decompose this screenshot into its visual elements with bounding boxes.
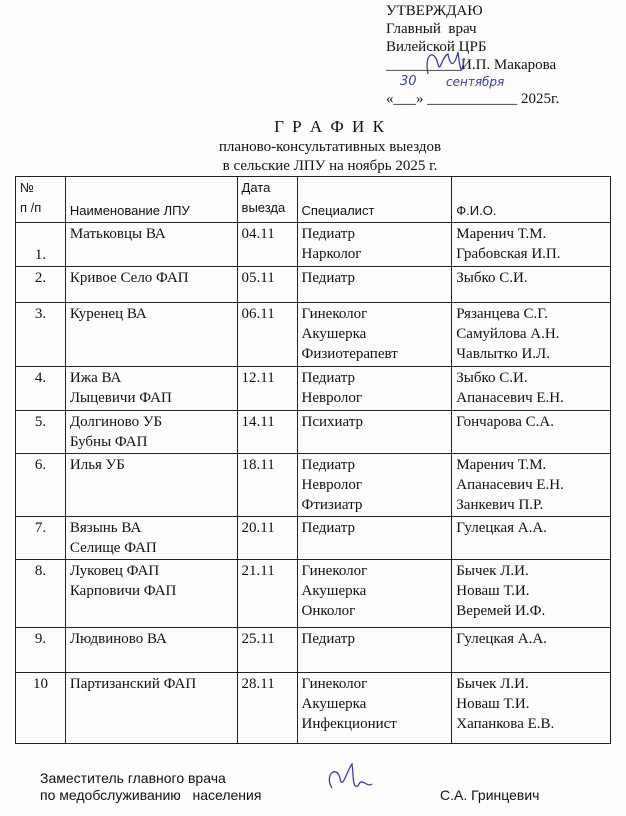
table-row	[16, 454, 611, 517]
cell-name: Партизанский ФАП	[65, 673, 237, 744]
handwritten-month: сентября	[446, 75, 505, 89]
cell-spec: Педиатр Нарколог	[297, 223, 452, 267]
column-header: Специалист	[297, 177, 452, 223]
cell-date: 06.11	[237, 303, 297, 367]
cell-date: 18.11	[237, 454, 297, 517]
cell-num: 7.	[16, 517, 66, 560]
cell-fio: Бычек Л.И. Новаш Т.И. Веремей И.Ф.	[452, 560, 611, 628]
cell-fio: Бычек Л.И. Новаш Т.И. Хапанкова Е.В.	[452, 673, 611, 744]
cell-spec: Педиатр	[297, 267, 452, 303]
cell-spec: Гинеколог Акушерка Инфекционист	[297, 673, 452, 744]
handwritten-day: 30	[400, 74, 417, 89]
cell-date: 12.11	[237, 367, 297, 411]
cell-num: 5.	[16, 411, 66, 454]
column-header: Ф.И.О.	[452, 177, 611, 223]
cell-date: 05.11	[237, 267, 297, 303]
table-row	[16, 367, 611, 411]
cell-date: 28.11	[237, 673, 297, 744]
cell-num: 6.	[16, 454, 66, 517]
cell-spec: Гинеколог Акушерка Физиотерапевт	[297, 303, 452, 367]
cell-name: Ижа ВА Лыцевичи ФАП	[65, 367, 237, 411]
cell-num: 10	[16, 673, 66, 744]
document-title: Г Р А Ф И К	[274, 117, 386, 136]
cell-fio: Зыбко С.И. Апанасевич Е.Н.	[452, 367, 611, 411]
cell-name: Куренец ВА	[65, 303, 237, 367]
cell-name: Кривое Село ФАП	[65, 267, 237, 303]
cell-name: Матьковцы ВА	[65, 223, 237, 267]
cell-num: 8.	[16, 560, 66, 628]
table-row	[16, 673, 611, 744]
cell-spec: Педиатр	[297, 628, 452, 673]
table-row	[16, 303, 611, 367]
table-row	[16, 267, 611, 303]
approval-line2: Вилейской ЦРБ	[386, 39, 487, 55]
deputy-signature	[322, 758, 382, 798]
column-header: Наименование ЛПУ	[65, 177, 237, 223]
cell-spec: Педиатр	[297, 517, 452, 560]
cell-spec: Педиатр Невролог	[297, 367, 452, 411]
document-subtitle-1: планово-консультативных выездов	[218, 139, 442, 155]
approval-date: «___» ____________ 2025г.	[386, 91, 560, 107]
cell-fio: Маренич Т.М. Грабовская И.П.	[452, 223, 611, 267]
cell-date: 25.11	[237, 628, 297, 673]
footer-position-line1: Заместитель главного врача	[40, 770, 226, 786]
approval-heading: УТВЕРЖДАЮ	[386, 3, 483, 19]
schedule-table	[15, 176, 611, 744]
cell-num: 4.	[16, 367, 66, 411]
cell-spec: Гинеколог Акушерка Онколог	[297, 560, 452, 628]
cell-fio: Гончарова С.А.	[452, 411, 611, 454]
cell-spec: Психиатр	[297, 411, 452, 454]
column-header: № п /п	[16, 177, 66, 223]
cell-date: 20.11	[237, 517, 297, 560]
cell-date: 21.11	[237, 560, 297, 628]
cell-fio: Маренич Т.М. Апанасевич Е.Н. Занкевич П.Р.	[452, 454, 611, 517]
footer-position-line2: по медобслуживанию населения	[40, 787, 262, 803]
director-signature	[420, 44, 480, 80]
cell-fio: Рязанцева С.Г. Самуйлова А.Н. Чавлытко И.Л.	[452, 303, 611, 367]
approval-line1: Главный врач	[386, 21, 477, 37]
cell-num: 2.	[16, 267, 66, 303]
table-row	[16, 411, 611, 454]
cell-name: Вязынь ВА Селище ФАП	[65, 517, 237, 560]
cell-num: 9.	[16, 628, 66, 673]
table-row	[16, 560, 611, 628]
cell-num: 3.	[16, 303, 66, 367]
footer-name: С.А. Гринцевич	[440, 787, 540, 803]
cell-spec: Педиатр Невролог Фтизиатр	[297, 454, 452, 517]
cell-fio: Зыбко С.И.	[452, 267, 611, 303]
table-row	[16, 223, 611, 267]
document-subtitle-2: в сельские ЛПУ на ноябрь 2025 г.	[222, 158, 438, 174]
column-header: Дата выезда	[237, 177, 297, 223]
cell-date: 14.11	[237, 411, 297, 454]
cell-num: 1.	[16, 223, 66, 267]
cell-name: Илья УБ	[65, 454, 237, 517]
cell-fio: Гулецкая А.А.	[452, 628, 611, 673]
cell-date: 04.11	[237, 223, 297, 267]
cell-name: Людвиново ВА	[65, 628, 237, 673]
cell-name: Долгиново УБ Бубны ФАП	[65, 411, 237, 454]
approval-signer: __________И.П. Макарова	[386, 57, 557, 73]
table-row	[16, 628, 611, 673]
cell-name: Луковец ФАП Карповичи ФАП	[65, 560, 237, 628]
footer-position	[40, 770, 261, 804]
table-row	[16, 517, 611, 560]
cell-fio: Гулецкая А.А.	[452, 517, 611, 560]
header-row	[16, 177, 611, 223]
